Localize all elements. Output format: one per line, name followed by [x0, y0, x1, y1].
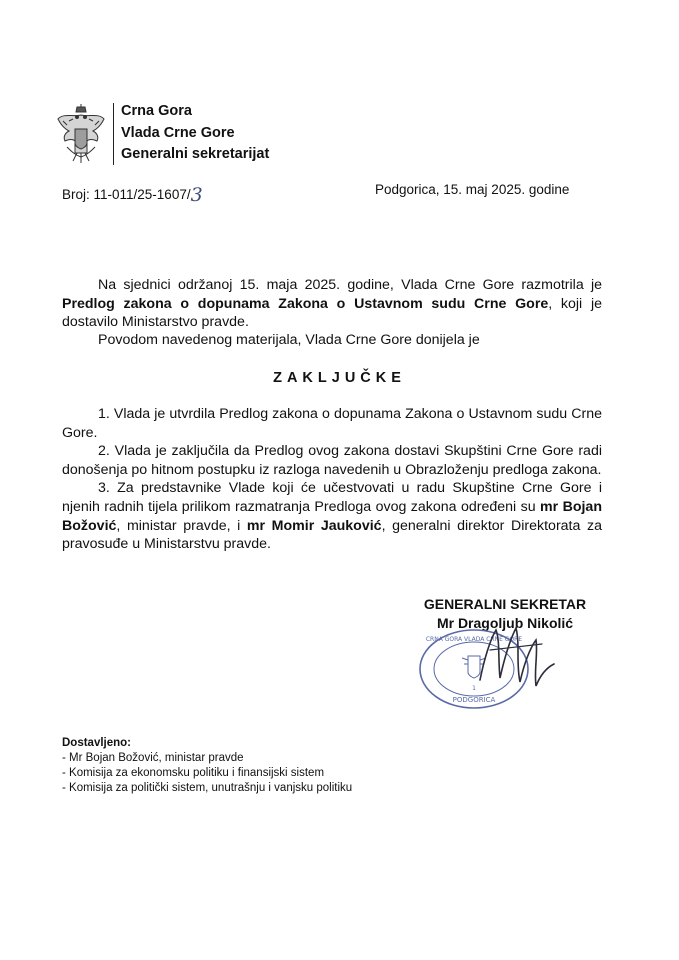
intro-paragraph-2: Povodom navedenog materijala, Vlada Crne Gore donijela je — [98, 332, 480, 348]
stamp-city: PODGORICA — [452, 696, 496, 704]
representative-2: mr Momir Jauković — [246, 517, 382, 534]
distribution-item-2: - Komisija za ekonomsku politiku i finansijski sistem — [62, 767, 325, 779]
conclusion-3 — [62, 479, 602, 553]
conclusion-2: 2. Vlada je zaključila da Predlog ovog zakona dostavi Skupštini Crne Gore radi donošenja po hitnom postupku iz razloga navedenih u Obrazloženju predloga zakona. — [62, 443, 602, 478]
conclusion-1: 1. Vlada je utvrdila Predlog zakona o dopunama Zakona o Ustavnom sudu Crne Gore. — [62, 406, 602, 441]
header-government: Vlada Crne Gore — [121, 124, 235, 141]
handwritten-suffix: 3 — [190, 184, 203, 206]
intro-text-b: , koji je dostavilo Ministarstvo pravde. — [62, 295, 602, 331]
distribution-item-3: - Komisija za politički sistem, unutrašnju i vanjsku politiku — [62, 782, 353, 794]
conclusion-3-text-a: 3. Za predstavnike Vlade koji će učestvovati u radu Skupštine Crne Gore i njenih radnih tijela prilikom razmatranja Predloga ovog zakona određeni su — [62, 480, 602, 515]
conclusion-3-text-b: , ministar pravde, i — [116, 517, 247, 534]
conclusion-3-text-c: , generalni direktor Direktorata za pravosuđe u Ministarstvu pravde. — [62, 517, 602, 553]
intro-text-a: Na sjednici održanoj 15. maja 2025. godine, Vlada Crne Gore razmotrila je — [98, 277, 602, 293]
intro-paragraph — [62, 276, 602, 332]
header-secretariat: Generalni sekretarijat — [121, 146, 270, 162]
signatory-title: GENERALNI SEKRETAR — [423, 596, 587, 612]
distribution-item-1: - Mr Bojan Božović, ministar pravde — [62, 752, 244, 764]
intro-bill-title: Predlog zakona o dopunama Zakona o Ustavnom sudu Crne Gore — [62, 295, 549, 312]
signatory-name: Mr Dragoljub Nikolić — [436, 615, 574, 631]
handwritten-signature — [470, 620, 560, 700]
institution-header — [121, 101, 269, 166]
distribution-title: Dostavljeno: — [62, 737, 132, 749]
conclusions-list — [62, 405, 602, 554]
reference-number-text: Broj: 11-011/25-1607/ — [62, 187, 191, 202]
place-and-date: Podgorica, 15. maj 2025. godine — [375, 182, 570, 197]
stamp-number: 1 — [472, 685, 476, 692]
header-country: Crna Gora — [121, 103, 192, 119]
header-divider — [113, 103, 114, 165]
coat-of-arms-emblem — [55, 103, 107, 169]
stamp-text-top: CRNA GORA VLADA CRNE GORE — [425, 636, 523, 643]
representative-1: mr Bojan Božović — [62, 498, 602, 534]
reference-number — [62, 182, 203, 204]
distribution-list — [62, 736, 352, 796]
conclusions-heading: ZAKLJUČKE — [273, 370, 406, 386]
